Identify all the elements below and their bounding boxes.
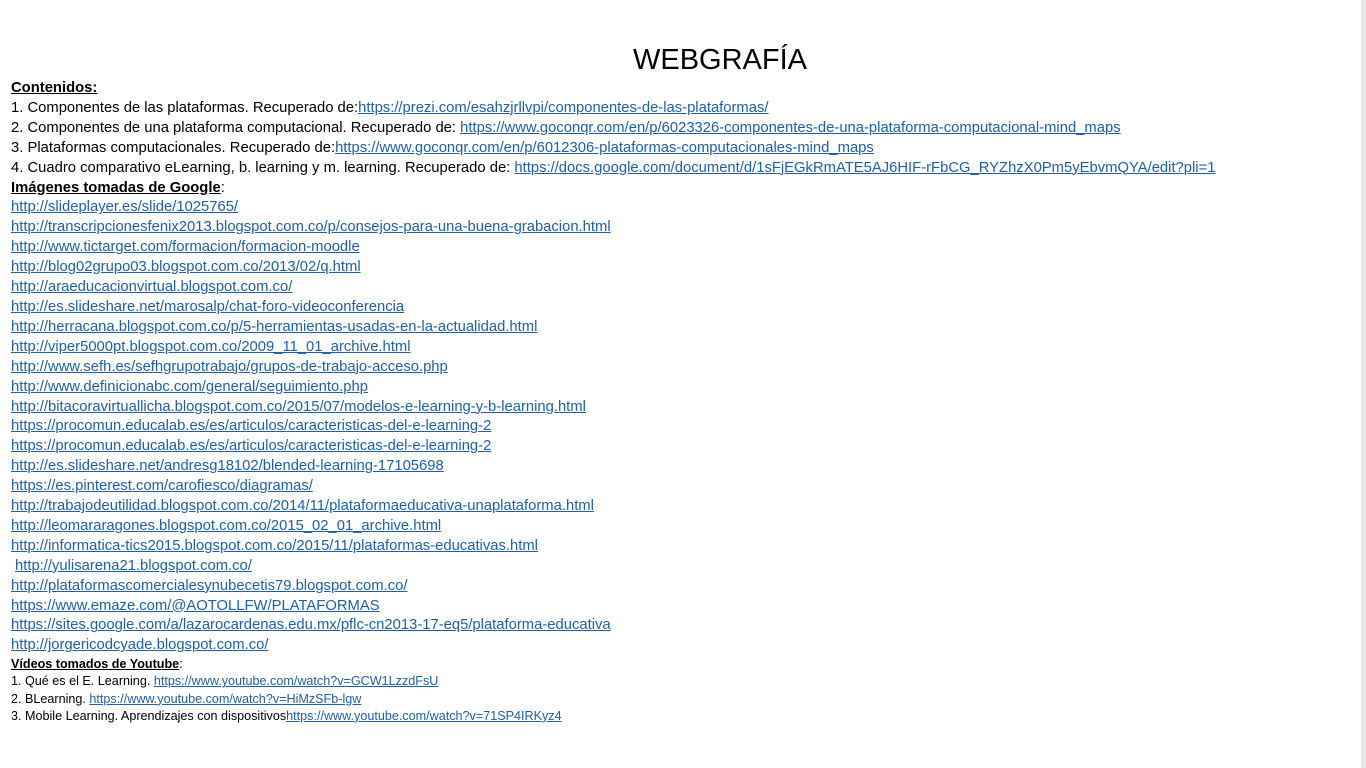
image-source-item xyxy=(11,358,1356,378)
image-source-item xyxy=(11,457,1356,477)
imagenes-heading: Imágenes tomadas de Google xyxy=(11,179,221,196)
image-source-link[interactable]: http://jorgericodcyade.blogspot.com.co/ xyxy=(11,637,269,654)
contenidos-item xyxy=(11,99,1356,119)
image-source-item xyxy=(11,417,1356,437)
image-source-link[interactable]: http://www.definicionabc.com/general/seguimiento.php xyxy=(11,378,368,395)
video-item-link[interactable]: https://www.youtube.com/watch?v=HiMzSFb-lgw xyxy=(89,691,362,706)
image-source-item xyxy=(11,198,1356,218)
contenidos-heading: Contenidos: xyxy=(11,80,98,96)
contenidos-item-text: 4. Cuadro comparativo eLearning, b. learning y m. learning. Recuperado de: xyxy=(11,159,515,176)
video-item-text: 1. Qué es el E. Learning. xyxy=(11,674,154,689)
video-item-text: 3. Mobile Learning. Aprendizajes con dispositivos xyxy=(11,708,287,723)
image-source-item xyxy=(11,238,1356,258)
image-source-link[interactable]: http://trabajodeutilidad.blogspot.com.co/2014/11/plataformaeducativa-unaplataforma.html xyxy=(11,498,594,515)
video-item xyxy=(11,708,1356,725)
imagenes-heading-suffix: : xyxy=(220,179,225,196)
image-source-link[interactable]: http://www.tictarget.com/formacion/formacion-moodle xyxy=(11,239,360,256)
section-heading-contenidos xyxy=(11,79,1356,99)
contenidos-item-link[interactable]: https://www.goconqr.com/en/p/6023326-componentes-de-una-plataforma-computacional-mind_maps xyxy=(460,119,1121,136)
contenidos-item-link[interactable]: https://www.goconqr.com/en/p/6012306-plataformas-computacionales-mind_maps xyxy=(335,139,874,156)
image-source-item xyxy=(11,278,1356,298)
image-source-link[interactable]: http://araeducacionvirtual.blogspot.com.co/ xyxy=(11,279,293,296)
image-source-link[interactable]: https://sites.google.com/a/lazarocardenas.edu.mx/pflc-cn2013-17-eq5/plataforma-educativa xyxy=(11,617,611,634)
image-source-item xyxy=(11,318,1356,338)
image-source-link[interactable]: http://herracana.blogspot.com.co/p/5-herramientas-usadas-en-la-actualidad.html xyxy=(11,318,538,335)
image-source-item xyxy=(11,497,1356,517)
videos-heading: Vídeos tomados de Youtube xyxy=(11,657,180,672)
image-source-link[interactable]: http://slideplayer.es/slide/1025765/ xyxy=(11,199,239,216)
image-source-item xyxy=(11,636,1356,656)
image-source-item xyxy=(11,537,1356,557)
image-source-link[interactable]: http://blog02grupo03.blogspot.com.co/2013/02/q.html xyxy=(11,259,361,276)
video-item-text: 2. BLearning. xyxy=(11,691,90,706)
section-heading-videos xyxy=(11,656,1356,673)
image-source-item xyxy=(11,338,1356,358)
contenidos-item-text: 1. Componentes de las plataformas. Recuperado de: xyxy=(11,99,359,116)
image-source-item xyxy=(11,477,1356,497)
image-source-item xyxy=(11,597,1356,617)
contenidos-item xyxy=(11,159,1356,179)
page-title: WEBGRAFÍA xyxy=(632,44,807,76)
contenidos-item-link[interactable]: https://prezi.com/esahzjrllvpi/componentes-de-las-plataformas/ xyxy=(358,99,769,116)
video-item xyxy=(11,673,1356,690)
contenidos-item-link[interactable]: https://docs.google.com/document/d/1sFjEGkRmATE5AJ6HIF-rFbCG_RYZhzX0Pm5yEbvmQYA/edit?pli=1 xyxy=(514,159,1216,176)
image-source-link[interactable]: http://www.sefh.es/sefhgrupotrabajo/grupos-de-trabajo-acceso.php xyxy=(11,358,448,375)
image-source-item xyxy=(11,398,1356,418)
image-source-link[interactable]: http://transcripcionesfenix2013.blogspot.com.co/p/consejos-para-una-buena-grabacion.html xyxy=(11,219,611,236)
contenidos-item-text: 3. Plataformas computacionales. Recuperado de: xyxy=(11,139,336,156)
image-source-item xyxy=(11,298,1356,318)
right-edge-divider xyxy=(1361,0,1366,768)
image-source-item xyxy=(11,577,1356,597)
image-source-link[interactable]: http://viper5000pt.blogspot.com.co/2009_11_01_archive.html xyxy=(11,338,411,355)
videos-heading-suffix: : xyxy=(179,657,183,672)
video-item xyxy=(11,691,1356,708)
image-source-item xyxy=(11,616,1356,636)
image-source-link[interactable]: http://es.slideshare.net/andresg18102/blended-learning-17105698 xyxy=(11,458,444,475)
image-source-item xyxy=(11,378,1356,398)
image-source-link[interactable]: http://es.slideshare.net/marosalp/chat-foro-videoconferencia xyxy=(11,298,405,315)
image-source-link[interactable]: https://es.pinterest.com/carofiesco/diagramas/ xyxy=(11,478,313,495)
image-source-link[interactable]: http://leomararagones.blogspot.com.co/2015_02_01_archive.html xyxy=(11,517,442,534)
video-item-link[interactable]: https://www.youtube.com/watch?v=71SP4IRKyz4 xyxy=(286,708,562,723)
image-source-link[interactable]: https://www.emaze.com/@AOTOLLFW/PLATAFORMAS xyxy=(11,597,380,614)
image-source-item xyxy=(11,517,1356,537)
image-source-item xyxy=(11,557,1356,577)
image-source-link[interactable]: http://plataformascomercialesynubecetis79.blogspot.com.co/ xyxy=(11,577,408,594)
contenidos-item xyxy=(11,119,1356,139)
image-source-link[interactable]: https://procomun.educalab.es/es/articulos/caracteristicas-del-e-learning-2 xyxy=(11,418,492,435)
contenidos-item-text: 2. Componentes de una plataforma computacional. Recuperado de: xyxy=(11,119,461,136)
image-source-item xyxy=(11,258,1356,278)
image-source-link[interactable]: http://yulisarena21.blogspot.com.co/ xyxy=(15,557,252,574)
image-source-item xyxy=(11,437,1356,457)
image-source-link[interactable]: http://informatica-tics2015.blogspot.com.co/2015/11/plataformas-educativas.html xyxy=(11,537,538,554)
image-source-item xyxy=(11,218,1356,238)
image-source-link[interactable]: http://bitacoravirtuallicha.blogspot.com.co/2015/07/modelos-e-learning-y-b-learning.html xyxy=(11,398,586,415)
section-heading-imagenes xyxy=(11,179,1356,199)
contenidos-item xyxy=(11,139,1356,159)
image-source-link[interactable]: https://procomun.educalab.es/es/articulos/caracteristicas-del-e-learning-2 xyxy=(11,438,492,455)
video-item-link[interactable]: https://www.youtube.com/watch?v=GCW1LzzdFsU xyxy=(153,674,439,689)
webgraphy-content xyxy=(11,79,1356,725)
